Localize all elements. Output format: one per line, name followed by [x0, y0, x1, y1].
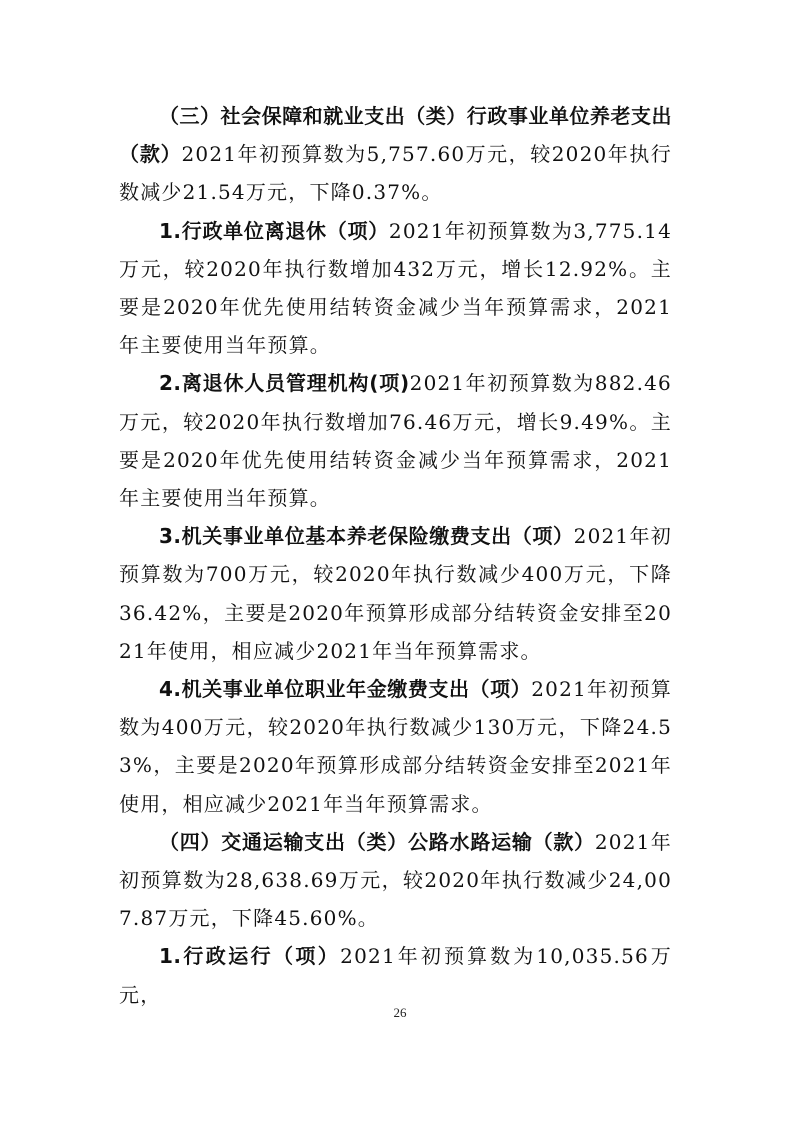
- paragraph-retiree-management: [119, 364, 672, 517]
- paragraph-social-security-pension: [119, 97, 672, 212]
- paragraph-heading: 1.行政运行（项）: [159, 944, 341, 969]
- paragraph-admin-operation: [119, 937, 672, 1013]
- paragraph-text: 2021年初预算数为10,035.56万元，: [119, 944, 673, 1007]
- paragraph-heading: （三）社会保障和就业支出（类）行政事业单位养老支出（款）: [119, 104, 672, 167]
- paragraph-text: 2021年初预算数为700万元，较2020年执行数减少400万元，下降36.42%，主要是2020年预算形成部分结转资金安排至2021年使用，相应减少2021年当年预算需求。: [119, 524, 673, 663]
- paragraph-text: 2021年初预算数为882.46万元，较2020年执行数增加76.46万元，增长9.49%。主要是2020年优先使用结转资金减少当年预算需求，2021年主要使用当年预算。: [119, 371, 672, 511]
- paragraph-occupational-annuity: [119, 670, 672, 823]
- paragraph-text: 2021年初预算数为28,638.69万元，较2020年执行数减少24,007.87万元，下降45.60%。: [119, 829, 672, 931]
- page-number: 26: [393, 1005, 407, 1020]
- paragraph-text: 2021年初预算数为5,757.60万元，较2020年执行数减少21.54万元，下降0.37%。: [119, 142, 673, 205]
- paragraph-transport-road-water: [119, 823, 672, 938]
- body-text: [119, 97, 672, 1014]
- paragraph-admin-retirement: [119, 212, 672, 365]
- paragraph-heading: （四）交通运输支出（类）公路水路运输（款）: [159, 829, 595, 854]
- paragraph-basic-pension-insurance: [119, 517, 672, 670]
- paragraph-heading: 3.机关事业单位基本养老保险缴费支出（项）: [159, 524, 574, 549]
- paragraph-heading: 2.离退休人员管理机构(项): [159, 371, 410, 396]
- paragraph-heading: 4.机关事业单位职业年金缴费支出（项）: [159, 677, 532, 702]
- paragraph-text: 2021年初预算数为400万元，较2020年执行数减少130万元，下降24.53%，主要是2020年预算形成部分结转资金安排至2021年使用，相应减少2021年当年预算需求。: [119, 677, 673, 816]
- paragraph-text: 2021年初预算数为3,775.14万元，较2020年执行数增加432万元，增长12.92%。主要是2020年优先使用结转资金减少当年预算需求，2021年主要使用当年预算。: [119, 218, 673, 358]
- paragraph-heading: 1.行政单位离退休（项）: [159, 218, 389, 243]
